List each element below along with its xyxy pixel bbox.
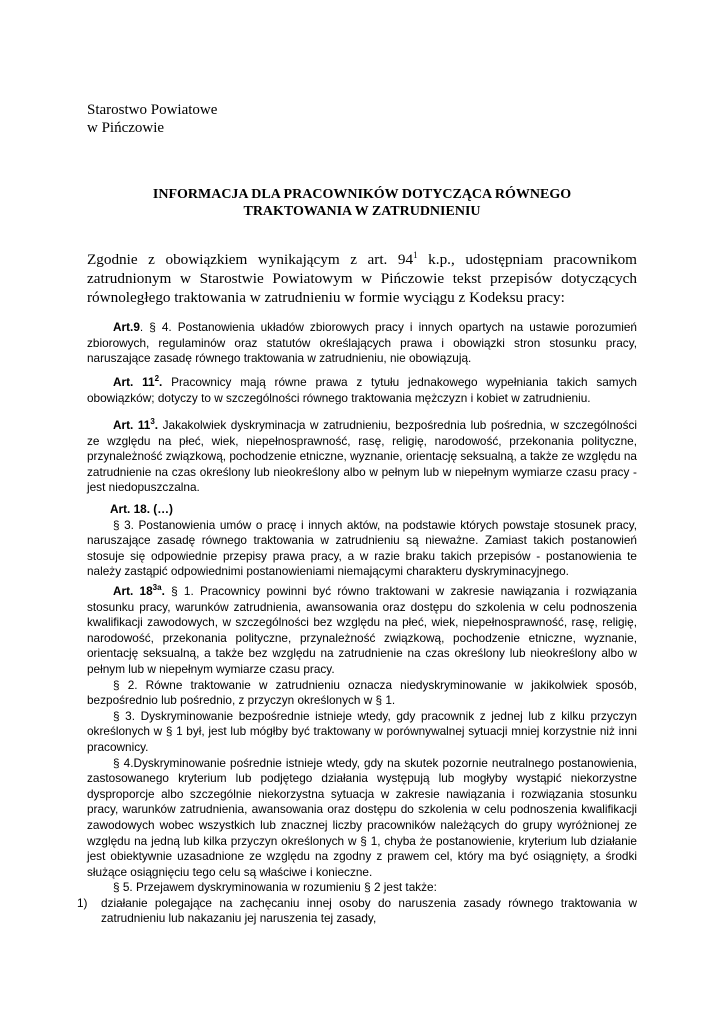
section-5-list <box>77 895 637 927</box>
list-item-text: działanie polegające na zachęcaniu innej osoby do naruszenia zasady równego traktowania w zatrudnieniu lub nakazaniu jej naruszenia tej zasady, <box>101 895 637 926</box>
issuer-line-2: w Pińczowie <box>87 120 165 136</box>
article-11-3 <box>87 418 637 496</box>
article-18-label: Art. 18. (…) <box>110 502 173 516</box>
article-18-3a <box>77 583 637 927</box>
article-18-3a-section-3: § 3. Dyskryminowanie bezpośrednie istnieje wtedy, gdy pracownik z jednej lub z kilku przyczyn określonych w § 1 był, jest lub mógłby być traktowany w porównywalnej sytuacji mniej korzystnie niż inni pracownicy. <box>87 708 637 754</box>
intro-text-end: k.p., udostępniam pracownikom zatrudnionym w Starostwie Powiatowym w Pińczowie tekst przepisów dotyczących równoległego traktowania w zatrudnieniu w formie wyciągu z Kodeksu pracy: <box>87 251 637 306</box>
title-line-2: TRAKTOWANIA W ZATRUDNIENIU <box>243 204 481 219</box>
article-11-3-text: Jakakolwiek dyskryminacja w zatrudnieniu, bezpośrednia lub pośrednia, w szczególności ze względu na płeć, wiek, niepełnosprawność, rasę, religię, narodowość, przekonania polityczne, przynależność związkową, pochodzenie etniczne, wyznanie, orientację seksualną, a także ze względu na zatrudnienie na czas określony lub nieokreślony albo w pełnym lub w niepełnym wymiarze czasu pracy - jest niedopuszczalna. <box>87 418 637 495</box>
title-line-1: INFORMACJA DLA PRACOWNIKÓW DOTYCZĄCA RÓWNEGO <box>152 187 572 202</box>
article-18-3a-section-2: § 2. Równe traktowanie w zatrudnieniu oznacza niedyskryminowanie w jakikolwiek sposób, bezpośrednio lub pośrednio, z przyczyn określonych w § 1. <box>87 677 637 708</box>
issuer-line-1: Starostwo Powiatowe <box>87 102 218 118</box>
article-18 <box>87 502 637 580</box>
article-18-3a-section-4: § 4.Dyskryminowanie pośrednie istnieje wtedy, gdy na skutek pozornie neutralnego postanowienia, zastosowanego kryterium lub podjętego działania występują lub mogłyby wystąpić niekorzystne dysproporcje albo szczególnie niekorzystna sytuacja w zakresie nawiązania i rozwiązania stosunku pracy, warunków zatrudnienia, awansowania oraz dostępu do szkolenia w celu podnoszenia kwalifikacji zawodowych wobec wszystkich lub znacznej liczby pracowników należących do grupy wyróżnionej ze względu na jedną lub kilka przyczyn określonych w § 1, chyba że postanowienie, kryterium lub działanie jest obiektywnie uzasadnione ze względu na zgodny z prawem cel, który ma być osiągnięty, a środki służące osiągnięciu tego celu są właściwe i konieczne. <box>87 755 637 879</box>
article-11-2-label: Art. $11^2$. <box>113 374 163 389</box>
article-11-2 <box>87 375 637 406</box>
intro-text-start: Zgodnie z obowiązkiem wynikającym z art. 94 <box>87 251 414 268</box>
document-title <box>87 186 637 220</box>
article-9-label: Art.9 <box>113 320 140 334</box>
intro-paragraph <box>87 250 637 307</box>
article-11-2-text: Pracownicy mają równe prawa z tytułu jednakowego wypełniania takich samych obowiązków; dotyczy to w szczególności równego traktowania mężczyzn i kobiet w zatrudnieniu. <box>87 375 637 405</box>
article-11-3-label: Art. $11^3$. <box>113 417 159 432</box>
intro-superscript: 1 <box>413 250 418 260</box>
article-9 <box>87 320 637 367</box>
list-item <box>77 896 637 927</box>
issuer-block <box>87 101 217 137</box>
article-9-text: . § 4. Postanowienia układów zbiorowych pracy i innych opartych na ustawie porozumień zbiorowych, regulaminów oraz statutów określających prawa i obowiązki stron stosunku pracy, naruszające zasadę równego traktowania w zatrudnieniu, nie obowiązują. <box>87 320 637 366</box>
list-item-number: 1) <box>77 895 88 910</box>
article-18-3a-section-1: § 1. Pracownicy powinni być równo traktowani w zakresie nawiązania i rozwiązania stosunku pracy, warunków zatrudnienia, awansowania oraz dostępu do szkolenia w celu podnoszenia kwalifikacji zawodowych, w szczególności bez względu na płeć, wiek, niepełnosprawność, rasę, religię, narodowość, przekonania polityczne, przynależność związkową, pochodzenie etniczne, wyznanie, orientację seksualną, a także bez względu na zatrudnienie na czas określony lub nieokreślony albo w pełnym lub w niepełnym wymiarze czasu pracy. <box>87 584 637 676</box>
article-18-3a-label: Art. $18^{3a}$. <box>113 583 165 598</box>
article-18-section-3: § 3. Postanowienia umów o pracę i innych aktów, na podstawie których powstaje stosunek pracy, naruszające zasadę równego traktowania w zatrudnieniu są nieważne. Zamiast takich postanowień stosuje się odpowiednie przepisy prawa pracy, a w razie braku takich przepisów - postanowienia te należy zastąpić odpowiednimi postanowieniami niemającymi charakteru dyskryminacyjnego. <box>87 517 637 579</box>
article-18-3a-section-5: § 5. Przejawem dyskryminowania w rozumieniu § 2 jest także: <box>113 880 437 895</box>
